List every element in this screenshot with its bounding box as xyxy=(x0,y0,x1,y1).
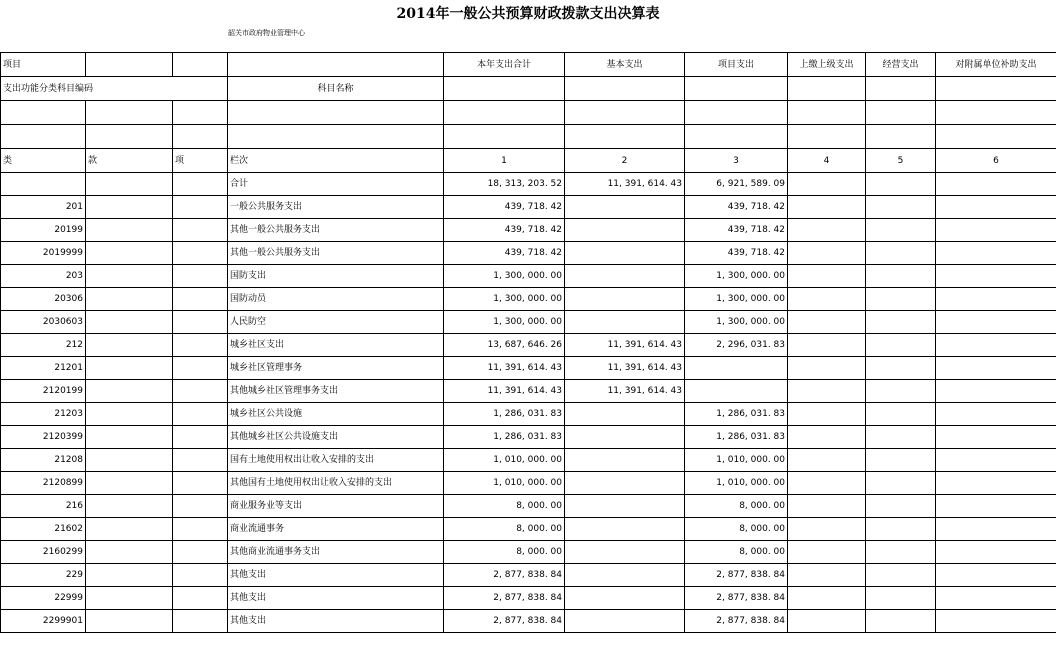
col-num-2: 2 xyxy=(565,149,685,173)
header-name-label: 科目名称 xyxy=(228,77,444,101)
row-total: 439, 718. 42 xyxy=(444,242,565,265)
table-row xyxy=(1,518,1056,541)
row-kuan xyxy=(86,610,173,633)
table-row xyxy=(1,334,1056,357)
row-project: 1, 286, 031. 83 xyxy=(685,403,788,426)
row-total: 1, 286, 031. 83 xyxy=(444,426,565,449)
row-upper xyxy=(788,610,866,633)
row-business xyxy=(866,242,936,265)
row-total: 2, 877, 838. 84 xyxy=(444,610,565,633)
row-upper xyxy=(788,357,866,380)
row-kuan xyxy=(86,242,173,265)
row-upper xyxy=(788,564,866,587)
row-project: 6, 921, 589. 09 xyxy=(685,173,788,196)
row-business xyxy=(866,587,936,610)
col-num-6: 6 xyxy=(936,149,1056,173)
row-code: 2120399 xyxy=(1,426,86,449)
row-xiang xyxy=(173,334,228,357)
row-code: 2299901 xyxy=(1,610,86,633)
row-name: 其他城乡社区公共设施支出 xyxy=(228,426,444,449)
row-name: 其他支出 xyxy=(228,610,444,633)
row-code: 212 xyxy=(1,334,86,357)
header-upper: 上缴上级支出 xyxy=(788,53,866,77)
row-subsidy xyxy=(936,219,1056,242)
header-subsidy: 对附属单位补助支出 xyxy=(936,53,1056,77)
row-name: 其他城乡社区管理事务支出 xyxy=(228,380,444,403)
row-kuan xyxy=(86,219,173,242)
row-upper xyxy=(788,403,866,426)
row-xiang xyxy=(173,587,228,610)
row-code: 203 xyxy=(1,265,86,288)
row-subsidy xyxy=(936,380,1056,403)
row-subsidy xyxy=(936,334,1056,357)
row-code: 2019999 xyxy=(1,242,86,265)
row-upper xyxy=(788,196,866,219)
row-upper xyxy=(788,219,866,242)
row-total: 13, 687, 646. 26 xyxy=(444,334,565,357)
row-project: 8, 000. 00 xyxy=(685,495,788,518)
row-code: 21203 xyxy=(1,403,86,426)
row-project: 1, 300, 000. 00 xyxy=(685,288,788,311)
row-basic xyxy=(565,219,685,242)
row-code: 22999 xyxy=(1,587,86,610)
row-name: 国有土地使用权出让收入安排的支出 xyxy=(228,449,444,472)
row-xiang xyxy=(173,288,228,311)
table-row xyxy=(1,564,1056,587)
row-business xyxy=(866,334,936,357)
row-total: 2, 877, 838. 84 xyxy=(444,587,565,610)
row-code: 216 xyxy=(1,495,86,518)
row-upper xyxy=(788,265,866,288)
row-kuan xyxy=(86,311,173,334)
header-xiang: 项 xyxy=(173,149,228,173)
row-project: 2, 877, 838. 84 xyxy=(685,564,788,587)
row-total: 439, 718. 42 xyxy=(444,219,565,242)
col-num-1: 1 xyxy=(444,149,565,173)
table-row xyxy=(1,403,1056,426)
expenditure-table xyxy=(0,52,1056,633)
row-code: 2120899 xyxy=(1,472,86,495)
row-xiang xyxy=(173,219,228,242)
row-code: 20306 xyxy=(1,288,86,311)
col-num-5: 5 xyxy=(866,149,936,173)
row-code: 201 xyxy=(1,196,86,219)
row-xiang xyxy=(173,518,228,541)
row-business xyxy=(866,541,936,564)
row-total: 439, 718. 42 xyxy=(444,196,565,219)
row-project xyxy=(685,357,788,380)
row-project xyxy=(685,380,788,403)
header-lanci: 栏次 xyxy=(228,149,444,173)
header-code-label: 支出功能分类科目编码 xyxy=(1,77,228,101)
row-name: 其他支出 xyxy=(228,564,444,587)
row-project: 439, 718. 42 xyxy=(685,196,788,219)
header-row-2 xyxy=(1,77,1056,101)
table-row xyxy=(1,265,1056,288)
row-total: 18, 313, 203. 52 xyxy=(444,173,565,196)
row-code xyxy=(1,173,86,196)
row-total: 8, 000. 00 xyxy=(444,541,565,564)
row-total: 1, 010, 000. 00 xyxy=(444,472,565,495)
row-xiang xyxy=(173,564,228,587)
table-row xyxy=(1,587,1056,610)
row-business xyxy=(866,449,936,472)
row-subsidy xyxy=(936,196,1056,219)
row-name: 其他支出 xyxy=(228,587,444,610)
row-total: 1, 300, 000. 00 xyxy=(444,265,565,288)
row-xiang xyxy=(173,242,228,265)
row-total: 11, 391, 614. 43 xyxy=(444,357,565,380)
row-name: 商业服务业等支出 xyxy=(228,495,444,518)
row-basic xyxy=(565,265,685,288)
row-upper xyxy=(788,541,866,564)
row-total: 1, 010, 000. 00 xyxy=(444,449,565,472)
row-subsidy xyxy=(936,357,1056,380)
row-business xyxy=(866,357,936,380)
row-basic xyxy=(565,242,685,265)
row-name: 合计 xyxy=(228,173,444,196)
header-kuan: 款 xyxy=(86,149,173,173)
row-upper xyxy=(788,242,866,265)
row-project: 8, 000. 00 xyxy=(685,541,788,564)
row-project: 439, 718. 42 xyxy=(685,219,788,242)
row-project: 2, 296, 031. 83 xyxy=(685,334,788,357)
row-business xyxy=(866,610,936,633)
row-xiang xyxy=(173,311,228,334)
row-subsidy xyxy=(936,242,1056,265)
row-xiang xyxy=(173,265,228,288)
row-project: 2, 877, 838. 84 xyxy=(685,610,788,633)
row-basic xyxy=(565,564,685,587)
table-row xyxy=(1,173,1056,196)
row-business xyxy=(866,518,936,541)
row-project: 1, 010, 000. 00 xyxy=(685,472,788,495)
row-kuan xyxy=(86,564,173,587)
row-kuan xyxy=(86,196,173,219)
row-xiang xyxy=(173,196,228,219)
row-basic: 11, 391, 614. 43 xyxy=(565,380,685,403)
row-basic xyxy=(565,587,685,610)
row-business xyxy=(866,380,936,403)
row-business xyxy=(866,288,936,311)
row-kuan xyxy=(86,426,173,449)
table-row xyxy=(1,426,1056,449)
row-kuan xyxy=(86,334,173,357)
row-subsidy xyxy=(936,472,1056,495)
row-upper xyxy=(788,449,866,472)
row-xiang xyxy=(173,426,228,449)
row-basic xyxy=(565,541,685,564)
row-name: 其他国有土地使用权出让收入安排的支出 xyxy=(228,472,444,495)
row-business xyxy=(866,495,936,518)
report-title: 2014年一般公共预算财政拨款支出决算表 xyxy=(396,6,660,22)
header-project-label: 项目 xyxy=(1,53,86,77)
row-basic: 11, 391, 614. 43 xyxy=(565,334,685,357)
table-row xyxy=(1,610,1056,633)
row-upper xyxy=(788,518,866,541)
table-row xyxy=(1,311,1056,334)
row-kuan xyxy=(86,495,173,518)
row-subsidy xyxy=(936,587,1056,610)
row-kuan xyxy=(86,403,173,426)
table-row xyxy=(1,449,1056,472)
unit-name: 韶关市政府物业管理中心 xyxy=(228,29,305,37)
row-code: 21201 xyxy=(1,357,86,380)
row-basic xyxy=(565,196,685,219)
row-code: 21602 xyxy=(1,518,86,541)
row-business xyxy=(866,403,936,426)
table-row xyxy=(1,196,1056,219)
row-basic xyxy=(565,518,685,541)
row-kuan xyxy=(86,472,173,495)
row-total: 8, 000. 00 xyxy=(444,495,565,518)
row-project: 439, 718. 42 xyxy=(685,242,788,265)
table-row xyxy=(1,472,1056,495)
row-project: 1, 010, 000. 00 xyxy=(685,449,788,472)
row-subsidy xyxy=(936,495,1056,518)
row-total: 8, 000. 00 xyxy=(444,518,565,541)
row-upper xyxy=(788,380,866,403)
row-kuan xyxy=(86,265,173,288)
row-subsidy xyxy=(936,265,1056,288)
row-subsidy xyxy=(936,173,1056,196)
row-code: 2120199 xyxy=(1,380,86,403)
row-kuan xyxy=(86,541,173,564)
row-kuan xyxy=(86,518,173,541)
row-name: 一般公共服务支出 xyxy=(228,196,444,219)
header-row-3 xyxy=(1,101,1056,125)
table-row xyxy=(1,495,1056,518)
row-total: 1, 300, 000. 00 xyxy=(444,311,565,334)
table-row xyxy=(1,288,1056,311)
row-project: 1, 300, 000. 00 xyxy=(685,311,788,334)
row-name: 城乡社区支出 xyxy=(228,334,444,357)
row-business xyxy=(866,219,936,242)
row-upper xyxy=(788,288,866,311)
header-project: 项目支出 xyxy=(685,53,788,77)
row-subsidy xyxy=(936,610,1056,633)
row-name: 国防动员 xyxy=(228,288,444,311)
header-row-4 xyxy=(1,125,1056,149)
row-business xyxy=(866,564,936,587)
row-subsidy xyxy=(936,564,1056,587)
row-kuan xyxy=(86,288,173,311)
row-name: 其他商业流通事务支出 xyxy=(228,541,444,564)
row-xiang xyxy=(173,403,228,426)
row-project: 2, 877, 838. 84 xyxy=(685,587,788,610)
row-basic xyxy=(565,426,685,449)
row-xiang xyxy=(173,541,228,564)
row-business xyxy=(866,173,936,196)
row-subsidy xyxy=(936,449,1056,472)
row-xiang xyxy=(173,173,228,196)
row-basic: 11, 391, 614. 43 xyxy=(565,357,685,380)
row-upper xyxy=(788,495,866,518)
header-basic: 基本支出 xyxy=(565,53,685,77)
row-subsidy xyxy=(936,403,1056,426)
row-kuan xyxy=(86,357,173,380)
row-xiang xyxy=(173,495,228,518)
table-row xyxy=(1,357,1056,380)
row-upper xyxy=(788,173,866,196)
row-kuan xyxy=(86,587,173,610)
row-basic xyxy=(565,472,685,495)
row-kuan xyxy=(86,380,173,403)
row-upper xyxy=(788,472,866,495)
row-project: 1, 300, 000. 00 xyxy=(685,265,788,288)
row-upper xyxy=(788,587,866,610)
row-project: 8, 000. 00 xyxy=(685,518,788,541)
row-kuan xyxy=(86,173,173,196)
row-name: 其他一般公共服务支出 xyxy=(228,242,444,265)
row-name: 人民防空 xyxy=(228,311,444,334)
header-row-5 xyxy=(1,149,1056,173)
row-xiang xyxy=(173,610,228,633)
header-lei: 类 xyxy=(1,149,86,173)
row-upper xyxy=(788,426,866,449)
header-business: 经营支出 xyxy=(866,53,936,77)
row-total: 1, 286, 031. 83 xyxy=(444,403,565,426)
row-business xyxy=(866,265,936,288)
row-xiang xyxy=(173,357,228,380)
col-num-4: 4 xyxy=(788,149,866,173)
col-num-3: 3 xyxy=(685,149,788,173)
row-total: 11, 391, 614. 43 xyxy=(444,380,565,403)
row-basic xyxy=(565,403,685,426)
table-row xyxy=(1,219,1056,242)
row-upper xyxy=(788,334,866,357)
table-row xyxy=(1,541,1056,564)
row-code: 20199 xyxy=(1,219,86,242)
row-business xyxy=(866,472,936,495)
row-code: 21208 xyxy=(1,449,86,472)
row-name: 商业流通事务 xyxy=(228,518,444,541)
header-total: 本年支出合计 xyxy=(444,53,565,77)
row-basic: 11, 391, 614. 43 xyxy=(565,173,685,196)
header-row-1 xyxy=(1,53,1056,77)
row-name: 其他一般公共服务支出 xyxy=(228,219,444,242)
row-xiang xyxy=(173,380,228,403)
row-total: 1, 300, 000. 00 xyxy=(444,288,565,311)
row-subsidy xyxy=(936,311,1056,334)
row-basic xyxy=(565,288,685,311)
row-xiang xyxy=(173,449,228,472)
row-basic xyxy=(565,495,685,518)
row-name: 城乡社区管理事务 xyxy=(228,357,444,380)
row-name: 国防支出 xyxy=(228,265,444,288)
row-code: 2160299 xyxy=(1,541,86,564)
row-code: 2030603 xyxy=(1,311,86,334)
table-row xyxy=(1,242,1056,265)
row-basic xyxy=(565,449,685,472)
table-row xyxy=(1,380,1056,403)
row-xiang xyxy=(173,472,228,495)
row-business xyxy=(866,196,936,219)
row-business xyxy=(866,426,936,449)
row-basic xyxy=(565,311,685,334)
row-basic xyxy=(565,610,685,633)
row-business xyxy=(866,311,936,334)
row-kuan xyxy=(86,449,173,472)
row-subsidy xyxy=(936,288,1056,311)
row-name: 城乡社区公共设施 xyxy=(228,403,444,426)
row-subsidy xyxy=(936,541,1056,564)
row-subsidy xyxy=(936,518,1056,541)
row-project: 1, 286, 031. 83 xyxy=(685,426,788,449)
row-subsidy xyxy=(936,426,1056,449)
row-code: 229 xyxy=(1,564,86,587)
row-total: 2, 877, 838. 84 xyxy=(444,564,565,587)
row-upper xyxy=(788,311,866,334)
